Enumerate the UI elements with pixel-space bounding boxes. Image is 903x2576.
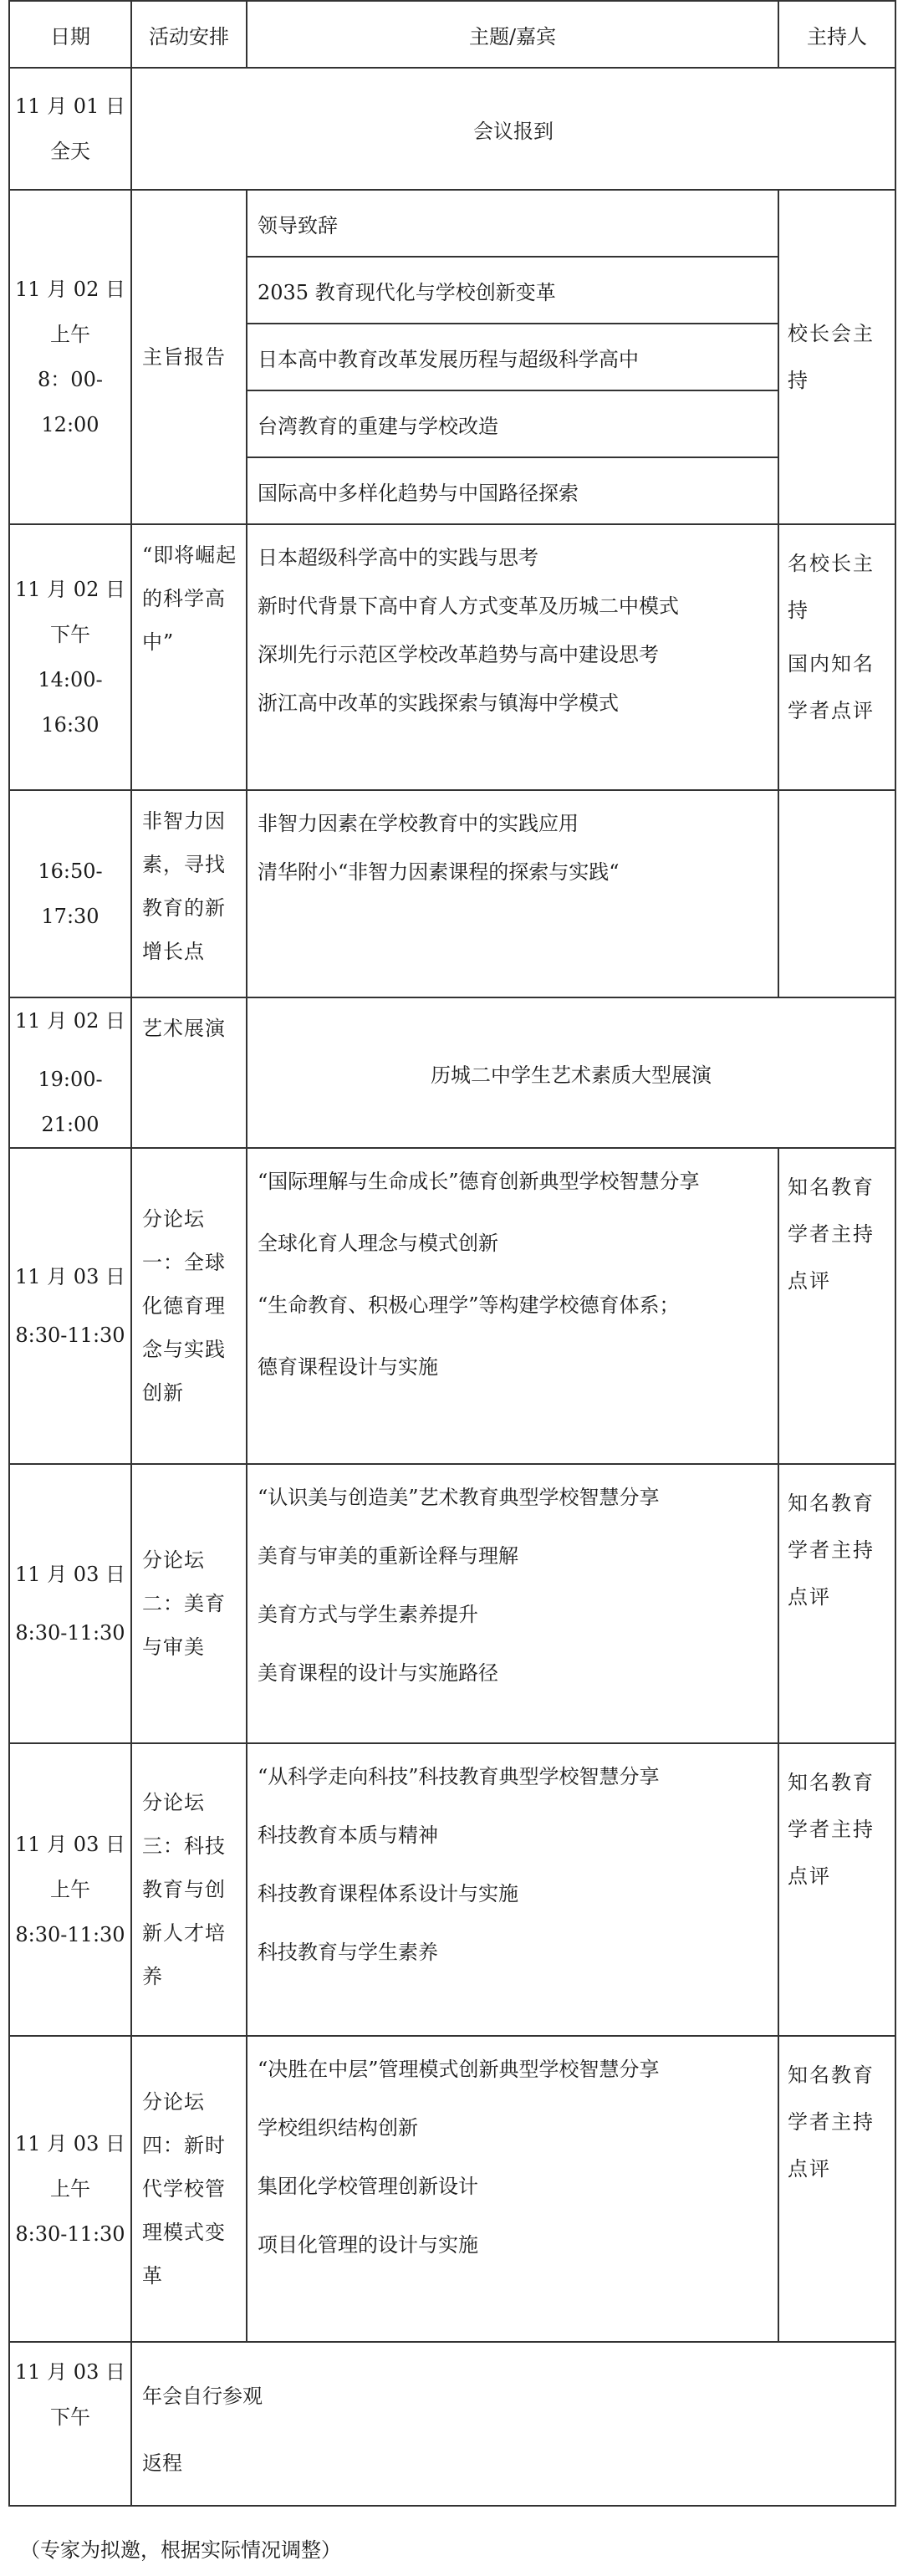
topic-item: 美育课程的设计与实施路径 xyxy=(258,1661,498,1685)
topic-item: “从科学走向科技”科技教育典型学校智慧分享 xyxy=(258,1765,660,1788)
host-cell: 知名教育学者主持点评 xyxy=(778,2036,895,2342)
host-cell: 校长会主持 xyxy=(778,190,895,524)
table-row xyxy=(9,1743,895,2036)
topic-item: 返程 xyxy=(142,2451,182,2475)
host-cell: 名校长主持 国内知名学者点评 xyxy=(778,524,895,790)
activity-cell: 艺术展演 xyxy=(131,997,247,1148)
topic-item: 科技教育课程体系设计与实施 xyxy=(258,1882,518,1905)
topic-item: 国际高中多样化趋势与中国路径探索 xyxy=(247,457,778,524)
header-row xyxy=(9,1,895,68)
date-cell: 11 月 02 日 19:00-21:00 xyxy=(9,997,131,1148)
topic-item: 学校组织结构创新 xyxy=(258,2116,418,2140)
topic-item: 科技教育本质与精神 xyxy=(258,1824,438,1847)
schedule-table xyxy=(8,0,896,2507)
activity-cell: 非智力因素，寻找教育的新增长点 xyxy=(131,790,247,997)
date-cell: 11 月 02 日 下午 14:00-16:30 xyxy=(9,524,131,790)
topic-item: “认识美与创造美”艺术教育典型学校智慧分享 xyxy=(258,1486,660,1509)
topic-item: 日本高中教育改革发展历程与超级科学高中 xyxy=(247,324,778,390)
activity-cell: 分论坛三：科技教育与创新人才培养 xyxy=(131,1743,247,2036)
header-date: 日期 xyxy=(9,1,131,68)
table-row xyxy=(9,1148,895,1464)
topic-item: 新时代背景下高中育人方式变革及历城二中模式 xyxy=(258,594,679,618)
header-activity: 活动安排 xyxy=(131,1,247,68)
topic-item: 清华附小“非智力因素课程的探索与实践“ xyxy=(258,860,620,884)
topic-item: 台湾教育的重建与学校改造 xyxy=(247,390,778,457)
topic-list xyxy=(247,1743,778,2036)
table-row xyxy=(9,524,895,790)
activity-cell: 分论坛二：美育与审美 xyxy=(131,1464,247,1743)
table-row xyxy=(9,997,895,1148)
host-cell-empty xyxy=(778,790,895,997)
topic-list xyxy=(247,1148,778,1464)
host-cell: 知名教育学者主持点评 xyxy=(778,1464,895,1743)
date-cell: 11 月 01 日 全天 xyxy=(9,68,131,190)
topic-list xyxy=(247,524,778,790)
topic-item: 深圳先行示范区学校改革趋势与高中建设思考 xyxy=(258,643,659,666)
topic-item: 集团化学校管理创新设计 xyxy=(258,2175,478,2198)
topic-cell: 历城二中学生艺术素质大型展演 xyxy=(247,997,895,1148)
topic-item: 项目化管理的设计与实施 xyxy=(258,2233,478,2257)
table-row xyxy=(9,2342,895,2506)
table-row xyxy=(9,790,895,997)
topic-item: 2035 教育现代化与学校创新变革 xyxy=(247,257,778,324)
date-cell: 11 月 03 日 8:30-11:30 xyxy=(9,1464,131,1743)
topic-item: 年会自行参观 xyxy=(142,2385,263,2408)
topic-item: “国际理解与生命成长”德育创新典型学校智慧分享 xyxy=(258,1170,700,1193)
activity-cell: 分论坛一：全球化德育理念与实践创新 xyxy=(131,1148,247,1464)
date-cell: 11 月 03 日 8:30-11:30 xyxy=(9,1148,131,1464)
topic-list xyxy=(247,2036,778,2342)
topic-item: 浙江高中改革的实践探索与镇海中学模式 xyxy=(258,691,619,715)
topic-item: 全球化育人理念与模式创新 xyxy=(258,1232,498,1255)
topic-list xyxy=(247,790,778,997)
table-row xyxy=(9,1464,895,1743)
topic-item: 美育与审美的重新诠释与理解 xyxy=(258,1544,518,1568)
date-cell: 11 月 03 日 下午 xyxy=(9,2342,131,2506)
topic-item: “决胜在中层”管理模式创新典型学校智慧分享 xyxy=(258,2058,660,2081)
table-row xyxy=(9,68,895,190)
topic-item: 德育课程设计与实施 xyxy=(258,1355,438,1379)
header-host: 主持人 xyxy=(778,1,895,68)
date-cell: 11 月 03 日 上午 8:30-11:30 xyxy=(9,1743,131,2036)
activity-cell: 主旨报告 xyxy=(131,190,247,524)
topic-cell: 会议报到 xyxy=(131,68,895,190)
topic-item: “生命教育、积极心理学”等构建学校德育体系； xyxy=(258,1293,680,1317)
header-topic: 主题/嘉宾 xyxy=(247,1,778,68)
topic-list xyxy=(131,2342,895,2506)
table-row xyxy=(9,2036,895,2342)
host-cell: 知名教育学者主持点评 xyxy=(778,1743,895,2036)
footnote: （专家为拟邀，根据实际情况调整） xyxy=(20,2538,341,2562)
date-cell: 11 月 03 日 上午 8:30-11:30 xyxy=(9,2036,131,2342)
activity-cell: “即将崛起的科学高中” xyxy=(131,524,247,790)
topic-item: 非智力因素在学校教育中的实践应用 xyxy=(258,812,579,835)
host-cell: 知名教育学者主持点评 xyxy=(778,1148,895,1464)
topic-item: 美育方式与学生素养提升 xyxy=(258,1603,478,1626)
date-cell: 16:50-17:30 xyxy=(9,790,131,997)
table-row xyxy=(9,190,895,257)
topic-item: 科技教育与学生素养 xyxy=(258,1941,438,1964)
topic-list xyxy=(247,1464,778,1743)
activity-cell: 分论坛四：新时代学校管理模式变革 xyxy=(131,2036,247,2342)
topic-item: 领导致辞 xyxy=(247,190,778,257)
topic-item: 日本超级科学高中的实践与思考 xyxy=(258,546,538,569)
date-cell: 11 月 02 日 上午 8：00-12:00 xyxy=(9,190,131,524)
